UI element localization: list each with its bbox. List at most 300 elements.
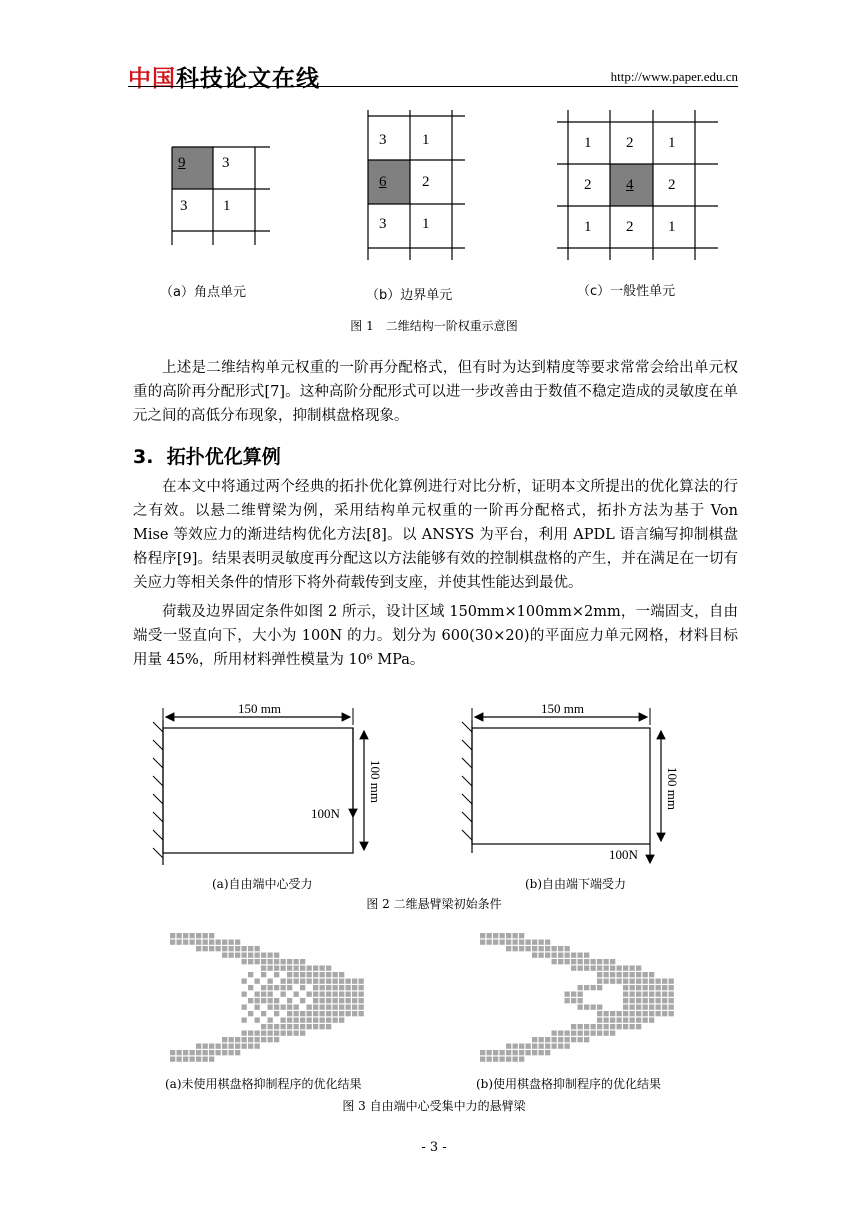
topology-element	[177, 940, 182, 945]
topology-element	[326, 1024, 331, 1029]
topology-element	[320, 966, 325, 971]
beam-b-force-label: 100N	[609, 847, 638, 862]
topology-element	[255, 1031, 260, 1036]
topology-element	[255, 998, 260, 1003]
topology-element	[248, 998, 253, 1003]
topology-element	[326, 992, 331, 997]
topology-element	[623, 1024, 628, 1029]
topology-element	[359, 1011, 364, 1016]
topology-element	[294, 1005, 299, 1010]
topology-element	[287, 979, 292, 984]
topology-element	[209, 1050, 214, 1055]
topology-element	[268, 1037, 273, 1042]
topology-element	[493, 1057, 498, 1062]
topology-element	[268, 959, 273, 964]
figure-1-caption: 图 1 二维结构一阶权重示意图	[350, 319, 518, 333]
topology-element	[281, 966, 286, 971]
topology-element	[313, 979, 318, 984]
topology-element	[170, 1057, 175, 1062]
topology-element	[313, 998, 318, 1003]
topology-element	[539, 946, 544, 951]
topology-element	[229, 1037, 234, 1042]
topology-element	[300, 972, 305, 977]
grid-c-cell: 2	[668, 177, 676, 193]
topology-element	[294, 992, 299, 997]
topology-element	[261, 998, 266, 1003]
topology-element	[320, 1011, 325, 1016]
beam-a	[153, 708, 364, 865]
topology-element	[506, 940, 511, 945]
topology-element	[662, 998, 667, 1003]
topology-element	[513, 1050, 518, 1055]
topology-element	[261, 972, 266, 977]
topology-element	[339, 992, 344, 997]
topology-element	[229, 953, 234, 958]
topology-element	[326, 1011, 331, 1016]
topology-element	[669, 1005, 674, 1010]
topology-element	[636, 992, 641, 997]
topology-element	[268, 1031, 273, 1036]
grid-c-cell: 2	[626, 135, 634, 151]
topology-element	[300, 985, 305, 990]
topology-element	[552, 1031, 557, 1036]
topology-element	[352, 998, 357, 1003]
paragraph-3: 荷载及边界固定条件如图 2 所示，设计区域 150mm×100mm×2mm，一端固支，自由端受一竖直向下，大小为 100N 的力。划分为 600(30×20)的平面应力单元网格，材料目标用量 45%，所用材料弹性模量为 10⁶ MPa。	[133, 604, 738, 668]
topology-element	[333, 992, 338, 997]
topology-element	[571, 992, 576, 997]
topology-element	[604, 972, 609, 977]
figure-2a-label: (a)自由端中心受力	[212, 877, 313, 891]
topology-element	[487, 1050, 492, 1055]
topology-element	[261, 966, 266, 971]
topology-element	[281, 1031, 286, 1036]
topology-element	[623, 1005, 628, 1010]
topology-element	[248, 959, 253, 964]
topology-element	[513, 946, 518, 951]
topology-element	[578, 1037, 583, 1042]
topology-element	[320, 992, 325, 997]
topology-element	[623, 992, 628, 997]
grid-c	[557, 110, 718, 260]
topology-element	[326, 1018, 331, 1023]
beam-a-force-label: 100N	[311, 806, 340, 821]
grid-c-cell: 1	[584, 219, 592, 235]
topology-element	[274, 972, 279, 977]
topology-element	[571, 953, 576, 958]
header-url[interactable]: http://www.paper.edu.cn	[610, 69, 738, 84]
topology-element	[610, 979, 615, 984]
topology-element	[248, 946, 253, 951]
topology-element	[274, 985, 279, 990]
topology-element	[307, 1011, 312, 1016]
topology-element	[506, 1057, 511, 1062]
topology-element	[222, 1044, 227, 1049]
topology-element	[333, 1005, 338, 1010]
topology-element	[571, 959, 576, 964]
topology-element	[630, 1005, 635, 1010]
topology-element	[493, 1050, 498, 1055]
topology-element	[630, 985, 635, 990]
topology-element	[630, 992, 635, 997]
topology-element	[604, 1031, 609, 1036]
topology-element	[170, 1050, 175, 1055]
topology-element	[623, 1018, 628, 1023]
topology-element	[300, 979, 305, 984]
topology-element	[591, 1031, 596, 1036]
topology-element	[578, 959, 583, 964]
topology-element	[313, 972, 318, 977]
topology-element	[287, 998, 292, 1003]
topology-element	[203, 946, 208, 951]
topology-element	[552, 946, 557, 951]
topology-element	[636, 1005, 641, 1010]
topology-element	[630, 1018, 635, 1023]
grid-b-cell: 3	[379, 132, 387, 148]
figure-3-results	[170, 933, 730, 1068]
beam-a-height-label: 100 mm	[368, 760, 383, 803]
topology-element	[630, 966, 635, 971]
topology-element	[558, 959, 563, 964]
topology-element	[500, 933, 505, 938]
topology-element	[170, 933, 175, 938]
topology-element	[326, 979, 331, 984]
grid-c-cell: 2	[626, 219, 634, 235]
topology-element	[261, 1011, 266, 1016]
topology-element	[480, 933, 485, 938]
topology-element	[519, 1050, 524, 1055]
topology-element	[571, 1024, 576, 1029]
topology-element	[190, 940, 195, 945]
topology-element	[326, 972, 331, 977]
topology-element	[313, 992, 318, 997]
topology-element	[571, 1031, 576, 1036]
beam-b-height-label: 100 mm	[665, 767, 680, 810]
topology-element	[307, 972, 312, 977]
topology-element	[662, 985, 667, 990]
topology-element	[333, 979, 338, 984]
topology-element	[339, 979, 344, 984]
topology-element	[480, 940, 485, 945]
topology-element	[604, 966, 609, 971]
topology-element	[222, 953, 227, 958]
topology-element	[177, 1057, 182, 1062]
topology-element	[617, 1024, 622, 1029]
topology-element	[656, 1011, 661, 1016]
topology-element	[662, 992, 667, 997]
topology-element	[636, 966, 641, 971]
topology-element	[261, 985, 266, 990]
topology-element	[320, 979, 325, 984]
topology-element	[662, 1011, 667, 1016]
topology-element	[294, 1018, 299, 1023]
topology-element	[281, 992, 286, 997]
topology-result-a	[170, 933, 364, 1062]
topology-element	[248, 1031, 253, 1036]
topology-element	[532, 1044, 537, 1049]
topology-element	[235, 1037, 240, 1042]
topology-element	[662, 1005, 667, 1010]
topology-element	[242, 992, 247, 997]
topology-element	[281, 959, 286, 964]
topology-element	[545, 953, 550, 958]
topology-element	[643, 998, 648, 1003]
topology-element	[268, 953, 273, 958]
topology-element	[248, 1044, 253, 1049]
topology-element	[183, 1050, 188, 1055]
topology-element	[539, 1044, 544, 1049]
topology-element	[571, 998, 576, 1003]
topology-element	[300, 1031, 305, 1036]
topology-element	[352, 979, 357, 984]
topology-element	[565, 1031, 570, 1036]
topology-element	[610, 959, 615, 964]
topology-element	[248, 1037, 253, 1042]
topology-element	[597, 979, 602, 984]
topology-element	[196, 1050, 201, 1055]
topology-element	[552, 1037, 557, 1042]
topology-element	[545, 1050, 550, 1055]
topology-element	[597, 959, 602, 964]
topology-element	[287, 1005, 292, 1010]
beam-b-width-label: 150 mm	[541, 701, 584, 716]
topology-element	[346, 979, 351, 984]
topology-element	[287, 1011, 292, 1016]
topology-element	[300, 959, 305, 964]
topology-element	[552, 953, 557, 958]
topology-element	[261, 1031, 266, 1036]
topology-element	[339, 985, 344, 990]
topology-element	[604, 959, 609, 964]
topology-element	[242, 959, 247, 964]
topology-element	[333, 972, 338, 977]
grid-c-cell: 1	[584, 135, 592, 151]
topology-element	[643, 979, 648, 984]
topology-element	[307, 992, 312, 997]
topology-element	[669, 998, 674, 1003]
topology-element	[558, 953, 563, 958]
topology-element	[513, 1044, 518, 1049]
topology-element	[268, 998, 273, 1003]
topology-element	[333, 1011, 338, 1016]
topology-element	[300, 1024, 305, 1029]
topology-element	[346, 992, 351, 997]
topology-element	[313, 1024, 318, 1029]
topology-element	[519, 940, 524, 945]
topology-element	[261, 959, 266, 964]
topology-element	[229, 940, 234, 945]
topology-element	[513, 1057, 518, 1062]
topology-element	[222, 946, 227, 951]
topology-element	[294, 972, 299, 977]
topology-element	[649, 1011, 654, 1016]
topology-element	[591, 1005, 596, 1010]
topology-element	[274, 966, 279, 971]
topology-element	[339, 972, 344, 977]
grid-a	[172, 147, 270, 245]
topology-element	[222, 940, 227, 945]
topology-element	[274, 953, 279, 958]
topology-element	[359, 992, 364, 997]
topology-element	[300, 1011, 305, 1016]
topology-element	[229, 1050, 234, 1055]
topology-element	[274, 1031, 279, 1036]
topology-element	[281, 979, 286, 984]
topology-element	[268, 966, 273, 971]
topology-element	[493, 940, 498, 945]
topology-element	[196, 946, 201, 951]
topology-element	[591, 1024, 596, 1029]
topology-element	[565, 946, 570, 951]
topology-element	[623, 998, 628, 1003]
topology-element	[209, 933, 214, 938]
topology-element	[326, 1005, 331, 1010]
topology-element	[630, 998, 635, 1003]
topology-element	[307, 1005, 312, 1010]
topology-element	[623, 1011, 628, 1016]
topology-element	[565, 998, 570, 1003]
topology-element	[591, 959, 596, 964]
topology-element	[255, 946, 260, 951]
topology-element	[584, 1037, 589, 1042]
topology-element	[242, 1044, 247, 1049]
topology-element	[242, 979, 247, 984]
topology-element	[287, 959, 292, 964]
topology-element	[248, 985, 253, 990]
topology-element	[506, 933, 511, 938]
topology-element	[287, 972, 292, 977]
topology-element	[248, 1011, 253, 1016]
topology-element	[339, 1018, 344, 1023]
topology-element	[242, 1031, 247, 1036]
topology-element	[209, 946, 214, 951]
topology-element	[190, 933, 195, 938]
figure-2-caption: 图 2 二维悬臂梁初始条件	[366, 897, 502, 911]
topology-element	[203, 1057, 208, 1062]
topology-element	[216, 946, 221, 951]
topology-element	[584, 959, 589, 964]
topology-element	[294, 959, 299, 964]
topology-element	[274, 1037, 279, 1042]
figure-3a-label: (a)未使用棋盘格抑制程序的优化结果	[165, 1077, 362, 1091]
topology-element	[669, 985, 674, 990]
topology-element	[268, 979, 273, 984]
topology-element	[597, 972, 602, 977]
topology-element	[196, 933, 201, 938]
topology-element	[242, 1005, 247, 1010]
topology-element	[539, 1037, 544, 1042]
topology-element	[346, 985, 351, 990]
topology-element	[359, 998, 364, 1003]
topology-element	[610, 1018, 615, 1023]
topology-element	[597, 985, 602, 990]
topology-element	[584, 1005, 589, 1010]
topology-element	[235, 1050, 240, 1055]
topology-element	[326, 985, 331, 990]
topology-element	[662, 979, 667, 984]
topology-element	[506, 1044, 511, 1049]
topology-element	[261, 1024, 266, 1029]
topology-element	[287, 1031, 292, 1036]
topology-element	[623, 979, 628, 984]
section-heading: 3. 拓扑优化算例	[133, 446, 281, 468]
topology-element	[597, 1031, 602, 1036]
grid-c-cell: 1	[668, 135, 676, 151]
topology-element	[623, 972, 628, 977]
topology-element	[487, 1057, 492, 1062]
topology-element	[352, 992, 357, 997]
topology-element	[261, 992, 266, 997]
grid-a-cell: 3	[222, 155, 230, 171]
topology-element	[610, 1024, 615, 1029]
topology-element	[320, 1005, 325, 1010]
topology-element	[261, 1037, 266, 1042]
topology-element	[565, 953, 570, 958]
topology-element	[584, 953, 589, 958]
figure-2-diagrams	[145, 695, 705, 870]
topology-element	[545, 1044, 550, 1049]
figure-1a-label: （a）角点单元	[160, 285, 246, 300]
topology-element	[571, 966, 576, 971]
topology-element	[281, 1005, 286, 1010]
topology-element	[565, 959, 570, 964]
topology-element	[352, 1011, 357, 1016]
topology-element	[307, 1018, 312, 1023]
topology-element	[526, 946, 531, 951]
topology-element	[255, 992, 260, 997]
topology-element	[274, 998, 279, 1003]
topology-element	[649, 998, 654, 1003]
topology-element	[346, 998, 351, 1003]
topology-element	[287, 985, 292, 990]
topology-element	[326, 998, 331, 1003]
topology-element	[268, 1005, 273, 1010]
topology-element	[268, 992, 273, 997]
topology-element	[565, 1044, 570, 1049]
topology-element	[183, 933, 188, 938]
topology-element	[558, 1044, 563, 1049]
topology-element	[359, 979, 364, 984]
topology-element	[294, 966, 299, 971]
topology-element	[578, 985, 583, 990]
topology-element	[500, 940, 505, 945]
beam-a-width-label: 150 mm	[238, 701, 281, 716]
topology-element	[307, 1024, 312, 1029]
topology-element	[513, 940, 518, 945]
topology-element	[656, 1005, 661, 1010]
topology-element	[578, 1031, 583, 1036]
topology-element	[203, 940, 208, 945]
topology-element	[532, 1037, 537, 1042]
topology-element	[669, 992, 674, 997]
topology-element	[526, 940, 531, 945]
paragraph-1: 上述是二维结构单元权重的一阶再分配格式，但有时为达到精度等要求常常会给出单元权重的高阶再分配形式[7]。这种高阶分配形式可以进一步改善由于数值不稳定造成的灵敏度在单元之间的高低分布现象，抑制棋盘格现象。	[133, 360, 738, 424]
topology-element	[352, 985, 357, 990]
topology-element	[274, 1011, 279, 1016]
topology-element	[203, 1050, 208, 1055]
topology-element	[242, 946, 247, 951]
grid-c-cell: 1	[668, 219, 676, 235]
topology-element	[656, 985, 661, 990]
topology-element	[307, 966, 312, 971]
topology-element	[636, 979, 641, 984]
topology-element	[281, 1024, 286, 1029]
topology-element	[604, 1018, 609, 1023]
topology-element	[636, 985, 641, 990]
topology-element	[526, 1050, 531, 1055]
topology-element	[558, 1031, 563, 1036]
topology-element	[591, 985, 596, 990]
topology-element	[539, 953, 544, 958]
